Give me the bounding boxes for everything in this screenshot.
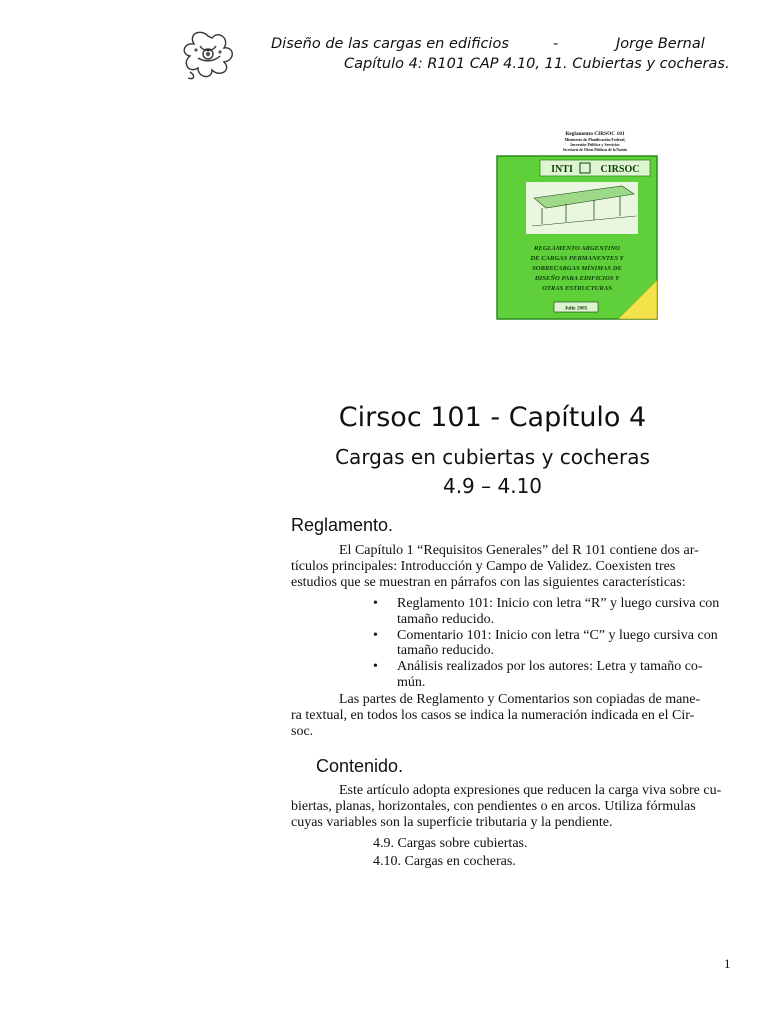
heading-reglamento: Reglamento. (291, 515, 394, 535)
list-item-text: • Análisis realizados por los autores: Letra y tamaño co- (397, 659, 703, 675)
cover-body-4: DISEÑO PARA EDIFICIOS Y (534, 275, 620, 282)
cover-inti-logo: INTI (551, 164, 573, 175)
bullet-list (373, 596, 733, 691)
header-subtitle: Capítulo 4: R101 CAP 4.10, 11. Cubiertas y cocheras. (344, 56, 730, 72)
paragraph-reglamento-notes (291, 692, 731, 739)
heading-contenido: Contenido. (316, 756, 404, 776)
text-line: Las partes de Reglamento y Comentarios son copiadas de mane- (339, 692, 701, 707)
cirsoc-book-cover (496, 128, 658, 320)
cover-date: Julio 2005 (564, 305, 588, 312)
text-line: Este artículo adopta expresiones que reducen la carga viva sobre cu- (339, 783, 722, 798)
text-line: El Capítulo 1 “Requisitos Generales” del R 101 contiene dos ar- (339, 543, 699, 558)
cover-line-2: Ministerio de Planificación Federal, (564, 137, 626, 142)
section-range: 4.9 – 4.10 (442, 474, 543, 498)
contents-item: 4.10. Cargas en cocheras. (373, 854, 516, 869)
page-number: 1 (724, 956, 731, 971)
list-item (373, 596, 733, 628)
page-subtitle: Cargas en cubiertas y cocheras (335, 445, 650, 469)
cover-structure-illustration (526, 182, 638, 234)
text-line: soc. (291, 723, 314, 739)
flower-logo-icon (178, 28, 238, 82)
cover-body-5: OTRAS ESTRUCTURAS (542, 285, 612, 292)
header-separator: - (553, 36, 559, 52)
list-item-text: mún. (397, 674, 426, 690)
text-line: estudios que se muestran en párrafos con las siguientes características: (291, 574, 686, 590)
cover-cirsoc-logo: CIRSOC (600, 164, 640, 175)
header-author: Jorge Bernal (616, 36, 705, 52)
text-line: ra textual, en todos los casos se indica la numeración indicada en el Cir- (291, 707, 695, 723)
list-item (373, 628, 733, 660)
page-title: Cirsoc 101 - Capítulo 4 (338, 402, 647, 433)
list-item (373, 659, 733, 691)
paragraph-contenido (291, 783, 731, 830)
cover-body-1: REGLAMENTO ARGENTINO (534, 245, 620, 252)
cover-line-1: Reglamento CIRSOC 101 (565, 131, 625, 137)
text-line: cuyas variables son la superficie tributaria y la pendiente. (291, 814, 613, 830)
paragraph-reglamento-intro (291, 543, 731, 590)
list-item-text: tamaño reducido. (397, 643, 495, 659)
cover-body-2: DE CARGAS PERMANENTES Y (530, 255, 624, 262)
list-item-text: • Reglamento 101: Inicio con letra “R” y luego cursiva con (397, 596, 720, 611)
text-line: tículos principales: Introducción y Campo de Validez. Coexisten tres (291, 558, 676, 574)
cover-body-3: SOBRECARGAS MÍNIMAS DE (532, 265, 622, 272)
cover-line-3: Inversión Pública y Servicios (570, 142, 620, 147)
cover-line-4: Secretaría de Obras Públicas de la Nación (562, 148, 628, 152)
header-title: Diseño de las cargas en edificios (271, 36, 509, 52)
text-line: biertas, planas, horizontales, con pendientes o en arcos. Utiliza fórmulas (291, 798, 696, 814)
contents-item: 4.9. Cargas sobre cubiertas. (373, 836, 528, 851)
list-item-text: • Comentario 101: Inicio con letra “C” y luego cursiva con (397, 627, 718, 643)
list-item-text: tamaño reducido. (397, 611, 495, 627)
